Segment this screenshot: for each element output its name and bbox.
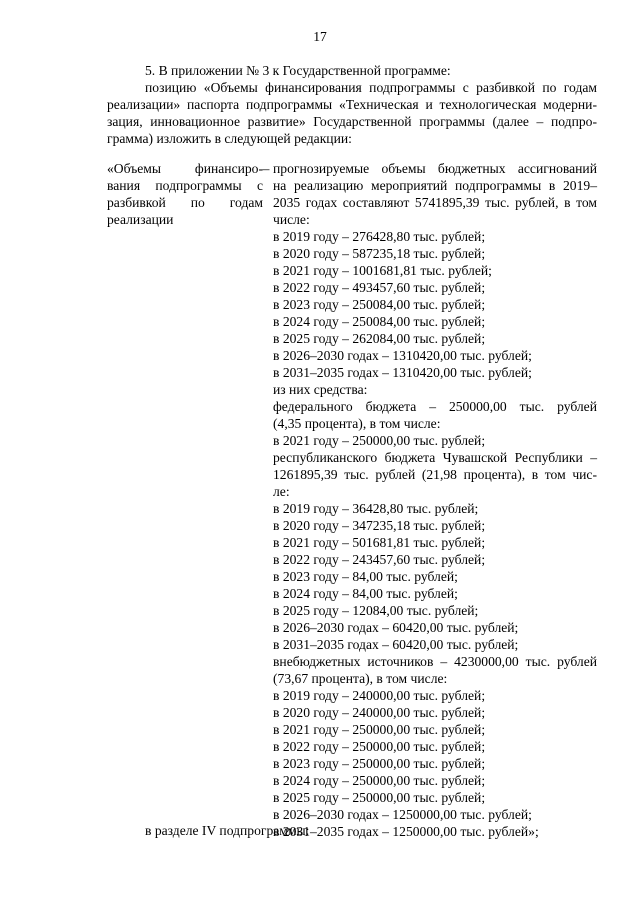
right-line: в 2021 году – 250000,00 тыс. рублей; xyxy=(273,433,486,448)
right-line: в 2020 году – 587235,18 тыс. рублей; xyxy=(273,246,486,261)
right-line: федерального бюджета – 250000,00 тыс. рублей xyxy=(273,399,597,414)
right-line: 2035 годах составляют 5741895,39 тыс. рублей, в том xyxy=(273,195,597,210)
intro-line-1: позицию «Объемы финансирования подпрограммы с разбивкой по годам xyxy=(145,80,597,95)
right-line: (4,35 процента), в том числе: xyxy=(273,416,441,431)
right-line: в 2022 году – 493457,60 тыс. рублей; xyxy=(273,280,486,295)
intro-line-2: реализации» паспорта подпрограммы «Техническая и технологическая модерни- xyxy=(107,97,597,112)
intro-section xyxy=(107,62,597,147)
right-line: в 2023 году – 250000,00 тыс. рублей; xyxy=(273,756,486,771)
intro-line-3: зация, инновационное развитие» Государственной программы (далее – подпро- xyxy=(107,114,597,129)
right-line: прогнозируемые объемы бюджетных ассигнований xyxy=(273,161,597,176)
intro-line-4: грамма) изложить в следующей редакции: xyxy=(107,131,352,146)
right-line: в 2022 году – 250000,00 тыс. рублей; xyxy=(273,739,486,754)
right-line: в 2023 году – 250084,00 тыс. рублей; xyxy=(273,297,486,312)
right-line: в 2026–2030 годах – 1250000,00 тыс. рублей; xyxy=(273,807,532,822)
right-line: в 2025 году – 262084,00 тыс. рублей; xyxy=(273,331,486,346)
right-line: числе: xyxy=(273,212,310,227)
right-line: из них средства: xyxy=(273,382,368,397)
right-line: в 2022 году – 243457,60 тыс. рублей; xyxy=(273,552,486,567)
right-line: в 2026–2030 годах – 60420,00 тыс. рублей; xyxy=(273,620,519,635)
right-line: в 2021 году – 1001681,81 тыс. рублей; xyxy=(273,263,492,278)
right-line: республиканского бюджета Чувашской Республики – xyxy=(273,450,597,465)
table-dash: – xyxy=(262,161,270,176)
right-line: в 2031–2035 годах – 1310420,00 тыс. рублей; xyxy=(273,365,532,380)
right-line: в 2031–2035 годах – 60420,00 тыс. рублей; xyxy=(273,637,519,652)
right-line: ле: xyxy=(273,484,290,499)
right-line: на реализацию мероприятий подпрограммы в 2019– xyxy=(273,178,597,193)
right-line: в 2025 году – 250000,00 тыс. рублей; xyxy=(273,790,486,805)
left-line: реализации xyxy=(107,212,174,227)
right-line: в 2023 году – 84,00 тыс. рублей; xyxy=(273,569,458,584)
left-line: разбивкой по годам xyxy=(107,195,263,210)
table-right-column xyxy=(273,160,597,840)
right-line: в 2021 году – 501681,81 тыс. рублей; xyxy=(273,535,486,550)
left-line: вания подпрограммы с xyxy=(107,178,263,193)
right-line: в 2019 году – 36428,80 тыс. рублей; xyxy=(273,501,479,516)
right-line: в 2031–2035 годах – 1250000,00 тыс. рублей»; xyxy=(273,824,539,839)
right-line: в 2020 году – 240000,00 тыс. рублей; xyxy=(273,705,486,720)
intro-item: 5. В приложении № 3 к Государственной программе: xyxy=(145,63,451,78)
right-line: 1261895,39 тыс. рублей (21,98 процента), в том чис- xyxy=(273,467,597,482)
tail-paragraph: в разделе IV подпрограммы: xyxy=(145,823,310,838)
right-line: в 2025 году – 12084,00 тыс. рублей; xyxy=(273,603,479,618)
right-line: в 2020 году – 347235,18 тыс. рублей; xyxy=(273,518,486,533)
right-line: в 2019 году – 240000,00 тыс. рублей; xyxy=(273,688,486,703)
right-line: в 2024 году – 250084,00 тыс. рублей; xyxy=(273,314,486,329)
right-line: (73,67 процента), в том числе: xyxy=(273,671,448,686)
right-line: в 2026–2030 годах – 1310420,00 тыс. рублей; xyxy=(273,348,532,363)
left-line: «Объемы финансиро- xyxy=(107,161,263,176)
table-left-column xyxy=(107,160,263,228)
right-line: в 2024 году – 84,00 тыс. рублей; xyxy=(273,586,458,601)
right-line: в 2024 году – 250000,00 тыс. рублей; xyxy=(273,773,486,788)
right-line: в 2021 году – 250000,00 тыс. рублей; xyxy=(273,722,486,737)
page-number: 17 xyxy=(313,29,327,44)
right-line: в 2019 году – 276428,80 тыс. рублей; xyxy=(273,229,486,244)
right-line: внебюджетных источников – 4230000,00 тыс. рублей xyxy=(273,654,597,669)
